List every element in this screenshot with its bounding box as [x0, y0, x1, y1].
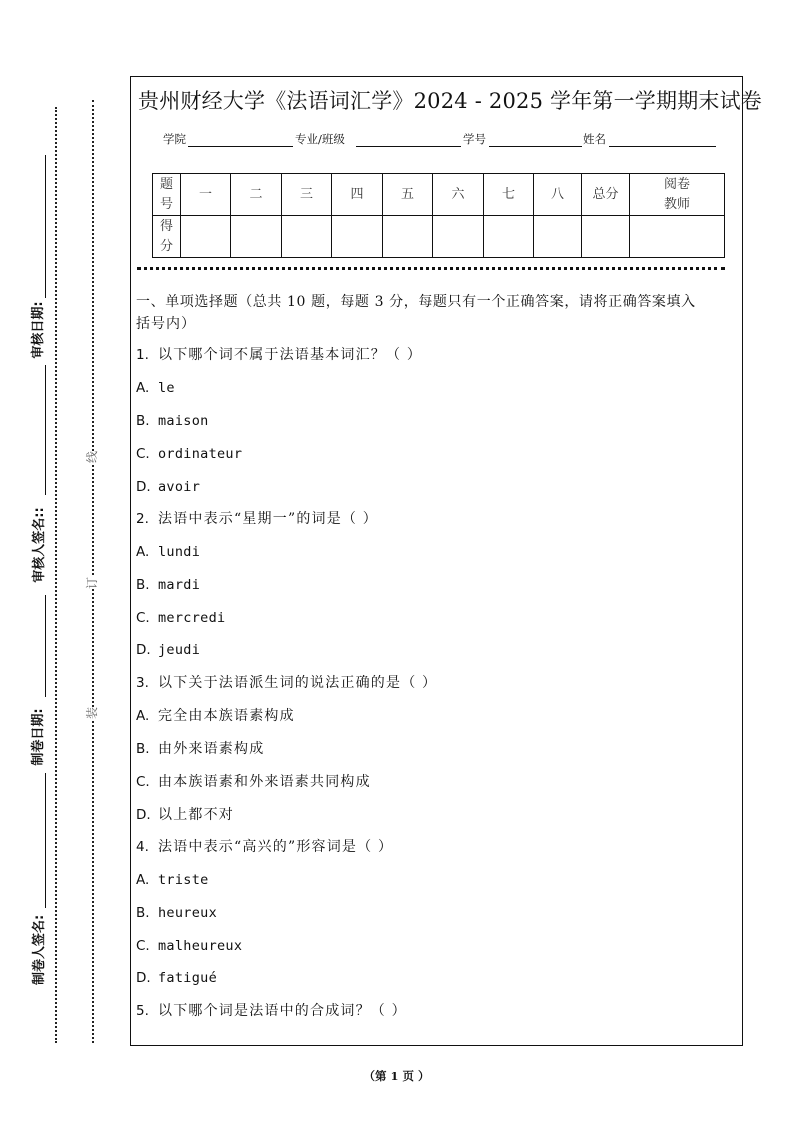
reviewer-signature-label: 审核人签名:: — [32, 505, 48, 585]
score-row — [153, 216, 725, 258]
row-header-score — [153, 216, 181, 258]
binding-mark-zhuang: 装 — [85, 706, 100, 720]
option-text: 由外来语素构成 — [158, 741, 265, 757]
review-date-label: 审核日期: — [31, 298, 47, 362]
college-label: 学院 — [163, 132, 186, 146]
column-header: 一 — [181, 174, 231, 216]
option-4b[interactable] — [136, 903, 217, 923]
option-text: malheureux — [158, 938, 243, 954]
option-4d[interactable] — [136, 968, 217, 988]
question-1 — [136, 345, 422, 365]
question-2 — [136, 509, 378, 529]
college-field[interactable] — [188, 146, 293, 147]
option-text: avoir — [158, 479, 201, 495]
question-4 — [136, 837, 393, 857]
question-3 — [136, 673, 437, 693]
question-number: 5. — [136, 1003, 149, 1019]
option-text: lundi — [158, 544, 201, 560]
student-id-label: 学号 — [463, 132, 486, 146]
question-stem: 法语中表示“高兴的”形容词是（ ） — [158, 839, 394, 855]
section-divider-dotted — [137, 267, 725, 270]
row-header-question-number — [153, 174, 181, 216]
score-cell[interactable] — [534, 216, 582, 258]
option-text: jeudi — [158, 642, 201, 658]
option-text: 由本族语素和外来语素共同构成 — [158, 774, 371, 790]
option-2a[interactable] — [136, 542, 200, 562]
score-table — [152, 173, 725, 258]
option-3b[interactable] — [136, 739, 264, 759]
option-text: fatigué — [158, 970, 217, 986]
section-heading-line-1: 一、单项选择题（总共 10 题，每题 3 分，每题只有一个正确答案，请将正确答案填入 — [136, 294, 696, 310]
grader-line-1: 阅卷 — [663, 176, 690, 192]
major-class-label: 专业/班级 — [295, 132, 345, 146]
column-header: 五 — [383, 174, 433, 216]
column-header: 四 — [332, 174, 383, 216]
column-header: 三 — [282, 174, 332, 216]
option-1b[interactable] — [136, 411, 209, 431]
column-header: 二 — [231, 174, 282, 216]
student-id-field[interactable] — [489, 146, 582, 147]
option-label: A. — [136, 708, 150, 724]
question-stem: 以下哪个词不属于法语基本词汇？（ ） — [158, 347, 423, 363]
score-cell[interactable] — [383, 216, 433, 258]
option-3a[interactable] — [136, 706, 295, 726]
grader-line-2: 教师 — [663, 196, 690, 212]
paper-maker-signature-label: 制卷人签名: — [32, 914, 47, 985]
option-4c[interactable] — [136, 936, 242, 956]
column-header: 八 — [534, 174, 582, 216]
score-cell[interactable] — [231, 216, 282, 258]
column-header: 七 — [484, 174, 534, 216]
option-label: C. — [136, 774, 150, 790]
option-label: A. — [136, 872, 150, 888]
option-text: triste — [158, 872, 209, 888]
column-header-grader — [630, 174, 725, 216]
option-label: B. — [136, 413, 150, 429]
question-number: 1. — [136, 347, 149, 363]
total-score-cell[interactable] — [582, 216, 630, 258]
option-1c[interactable] — [136, 444, 242, 464]
option-text: heureux — [158, 905, 217, 921]
signature-line — [45, 365, 46, 495]
name-field[interactable] — [609, 146, 716, 147]
option-text: mardi — [158, 577, 201, 593]
option-label: B. — [136, 905, 150, 921]
question-number: 3. — [136, 675, 149, 691]
option-label: D. — [136, 642, 151, 658]
option-4a[interactable] — [136, 870, 209, 890]
option-label: B. — [136, 741, 150, 757]
option-1d[interactable] — [136, 477, 200, 497]
column-header-total: 总分 — [582, 174, 630, 216]
option-label: C. — [136, 610, 150, 626]
question-5 — [136, 1001, 407, 1021]
option-label: B. — [136, 577, 150, 593]
option-3c[interactable] — [136, 772, 371, 792]
page-number: （第 1 页 ） — [363, 1069, 430, 1083]
binding-mark-ding: 订 — [85, 576, 100, 590]
option-text: le — [158, 380, 175, 396]
binding-mark-xian: 线 — [85, 450, 100, 464]
question-stem: 以下关于法语派生词的说法正确的是（ ） — [158, 675, 438, 691]
option-text: maison — [158, 413, 209, 429]
row-header-text: 得分 — [159, 218, 173, 254]
score-cell[interactable] — [484, 216, 534, 258]
exam-title: 贵州财经大学《法语词汇学》2024 - 2025 学年第一学期期末试卷 — [138, 89, 763, 113]
score-cell[interactable] — [282, 216, 332, 258]
row-header-text: 题号 — [159, 176, 173, 212]
signature-line — [45, 595, 46, 697]
option-label: A. — [136, 544, 150, 560]
option-2b[interactable] — [136, 575, 200, 595]
option-1a[interactable] — [136, 378, 175, 398]
question-stem: 法语中表示“星期一”的词是（ ） — [158, 511, 378, 527]
option-label: D. — [136, 807, 151, 823]
name-label: 姓名 — [583, 132, 606, 146]
option-label: D. — [136, 479, 151, 495]
signature-line — [45, 773, 46, 908]
paper-date-label: 制卷日期: — [31, 705, 47, 769]
option-2d[interactable] — [136, 640, 200, 660]
column-header: 六 — [433, 174, 484, 216]
option-text: 完全由本族语素构成 — [158, 708, 295, 724]
signature-line — [45, 155, 46, 303]
option-text: 以上都不对 — [158, 807, 234, 823]
score-cell[interactable] — [332, 216, 383, 258]
binding-dotted-line-inner — [92, 100, 94, 1043]
option-3d[interactable] — [136, 805, 234, 825]
section-heading-line-2: 括号内） — [136, 316, 196, 332]
score-cell[interactable] — [181, 216, 231, 258]
option-label: D. — [136, 970, 151, 986]
question-stem: 以下哪个词是法语中的合成词？（ ） — [158, 1003, 407, 1019]
option-label: C. — [136, 938, 150, 954]
binding-dotted-line-outer — [55, 107, 57, 1043]
question-number-row — [153, 174, 725, 216]
question-number: 2. — [136, 511, 149, 527]
question-number: 4. — [136, 839, 149, 855]
major-class-field[interactable] — [356, 146, 461, 147]
grader-cell[interactable] — [630, 216, 725, 258]
option-text: ordinateur — [158, 446, 243, 462]
option-2c[interactable] — [136, 608, 225, 628]
option-text: mercredi — [158, 610, 226, 626]
option-label: C. — [136, 446, 150, 462]
score-cell[interactable] — [433, 216, 484, 258]
option-label: A. — [136, 380, 150, 396]
